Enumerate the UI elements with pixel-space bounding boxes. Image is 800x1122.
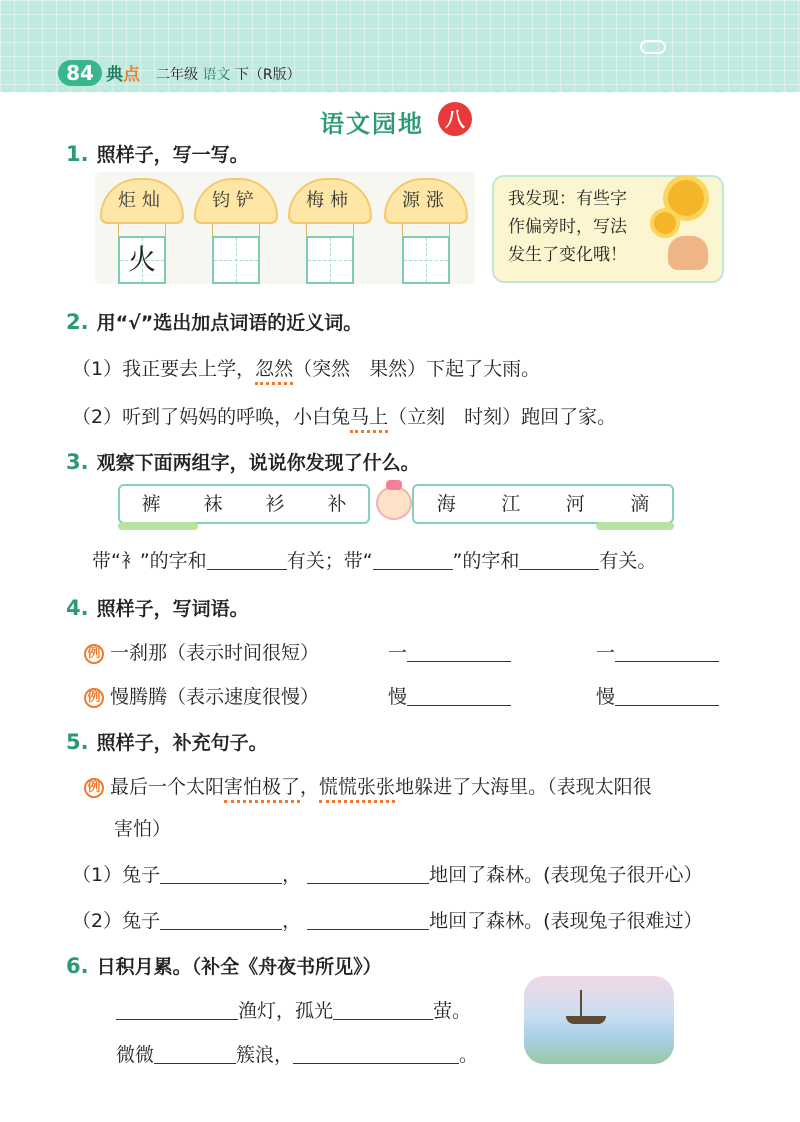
char: 袜 — [203, 493, 223, 515]
umbrella-4 — [384, 178, 468, 284]
umbrella-3 — [288, 178, 372, 284]
question-4 — [66, 594, 249, 621]
note-line: 发生了变化哦！ — [508, 245, 627, 265]
char: 河 — [565, 493, 585, 515]
options[interactable]: （突然 果然） — [293, 358, 427, 380]
book-volume: 下（R版） — [234, 67, 301, 83]
question-prompt: 日积月累。（补全《舟夜书所见》） — [96, 956, 382, 978]
cloud-icon — [640, 40, 666, 54]
question-number: 1. — [66, 142, 89, 166]
char: 江 — [501, 493, 521, 515]
answer-blank[interactable] — [615, 642, 719, 662]
q5-item-2: （2）兔子 ， 地回了森林。(表现兔子很难过） — [72, 910, 703, 932]
question-prompt: 用“√”选出加点词语的近义词。 — [96, 312, 363, 334]
note-line: 我发现：有些字 — [508, 189, 627, 209]
char: 海 — [436, 493, 456, 515]
example-label: 例 — [84, 644, 104, 664]
q5-item-1: （1）兔子 ， 地回了森林。(表现兔子很开心） — [72, 864, 703, 886]
poem-line-1: 渔灯，孤光 萤。 — [116, 996, 471, 1023]
page-number: 84 — [58, 60, 102, 86]
q5-example-cont: 害怕） — [114, 818, 172, 840]
q2-item-2: （2）听到了妈妈的呼唤，小白兔马上（立刻 时刻）跑回了家。 — [72, 402, 616, 429]
char: 裤 — [141, 493, 161, 515]
umbrella-pair: 源涨 — [384, 178, 468, 224]
question-3 — [66, 448, 420, 475]
brand-char-2: 点 — [123, 65, 140, 85]
book-subject: 语文 — [202, 67, 231, 83]
answer-grid[interactable] — [212, 236, 260, 284]
question-6 — [66, 952, 382, 979]
answer-grid[interactable] — [306, 236, 354, 284]
char-group-left — [118, 484, 370, 524]
answer-blank[interactable] — [160, 910, 282, 930]
char: 滴 — [630, 493, 650, 515]
answer-blank[interactable] — [373, 550, 453, 570]
char-group-right — [412, 484, 674, 524]
answer-blank[interactable] — [407, 686, 511, 706]
q3-answer-line: 带“衤”的字和 有关；带“ ”的字和 有关。 — [92, 550, 657, 572]
answer-blank[interactable] — [307, 910, 429, 930]
question-prompt: 照样子，写一写。 — [96, 144, 249, 166]
question-number: 3. — [66, 450, 89, 474]
answer-blank[interactable] — [160, 864, 282, 884]
grid-answer: 火 — [127, 243, 156, 276]
brand-logo — [106, 60, 140, 85]
question-number: 2. — [66, 310, 89, 334]
dotted-word: 忽然 — [255, 358, 293, 385]
q4-row-1: 例 一刹那（表示时间很短） — [84, 638, 319, 665]
unit-badge: 八 — [438, 102, 472, 136]
char: 补 — [327, 493, 347, 515]
answer-blank[interactable] — [207, 550, 287, 570]
note-line: 作偏旁时，写法 — [508, 217, 627, 237]
answer-grid[interactable] — [402, 236, 450, 284]
dotted-word: 慌慌张张 — [319, 776, 395, 803]
book-info — [156, 64, 301, 84]
umbrella-1 — [100, 178, 184, 284]
dotted-word: 害怕极了 — [224, 776, 300, 803]
q4-row-2-ans-2: 慢 — [596, 682, 719, 709]
answer-blank[interactable] — [116, 1000, 238, 1020]
answer-blank[interactable] — [154, 1044, 236, 1064]
example-label: 例 — [84, 778, 104, 798]
question-number: 5. — [66, 730, 89, 754]
answer-grid[interactable] — [118, 236, 166, 284]
poem-line-2: 微微 簇浪， 。 — [116, 1044, 479, 1066]
question-5 — [66, 728, 268, 755]
example-label: 例 — [84, 688, 104, 708]
answer-blank[interactable] — [333, 1000, 433, 1020]
question-2 — [66, 308, 362, 335]
q4-row-2: 例 慢腾腾（表示速度很慢） — [84, 682, 319, 709]
q4-row-1-ans-2: 一 — [596, 638, 719, 665]
q2-item-1: （1）我正要去上学，忽然（突然 果然）下起了大雨。 — [72, 354, 540, 381]
answer-blank[interactable] — [307, 864, 429, 884]
answer-blank[interactable] — [407, 642, 511, 662]
q4-row-1-ans-1: 一 — [388, 638, 511, 665]
answer-blank[interactable] — [293, 1044, 459, 1064]
umbrella-pair: 钧铲 — [194, 178, 278, 224]
question-number: 4. — [66, 596, 89, 620]
umbrella-pair: 炬灿 — [100, 178, 184, 224]
unit-title: 语文园地 — [320, 110, 424, 138]
q5-example: 例 最后一个太阳害怕极了，慌慌张张地躲进了大海里。（表现太阳很 — [84, 772, 652, 799]
question-prompt: 观察下面两组字，说说你发现了什么。 — [96, 452, 420, 474]
char: 衫 — [265, 493, 285, 515]
answer-blank[interactable] — [615, 686, 719, 706]
cat-icon — [668, 236, 708, 270]
boat-icon — [566, 1016, 606, 1024]
dotted-word: 马上 — [350, 406, 388, 433]
question-1 — [66, 140, 249, 167]
q4-row-2-ans-1: 慢 — [388, 682, 511, 709]
brand-char-1: 典 — [106, 65, 123, 85]
grass-decoration — [118, 522, 198, 530]
sunflower-icon — [668, 180, 704, 216]
options[interactable]: （立刻 时刻） — [388, 406, 522, 428]
umbrella-2 — [194, 178, 278, 284]
bow-icon — [386, 480, 402, 490]
girl-face-icon — [376, 486, 412, 520]
question-prompt: 照样子，补充句子。 — [96, 732, 268, 754]
answer-blank[interactable] — [519, 550, 599, 570]
sunflower-icon — [654, 212, 676, 234]
mast — [580, 990, 582, 1018]
book-grade: 二年级 — [156, 67, 198, 83]
question-number: 6. — [66, 954, 89, 978]
umbrella-pair: 梅柿 — [288, 178, 372, 224]
question-prompt: 照样子，写词语。 — [96, 598, 249, 620]
grass-decoration — [596, 522, 674, 530]
